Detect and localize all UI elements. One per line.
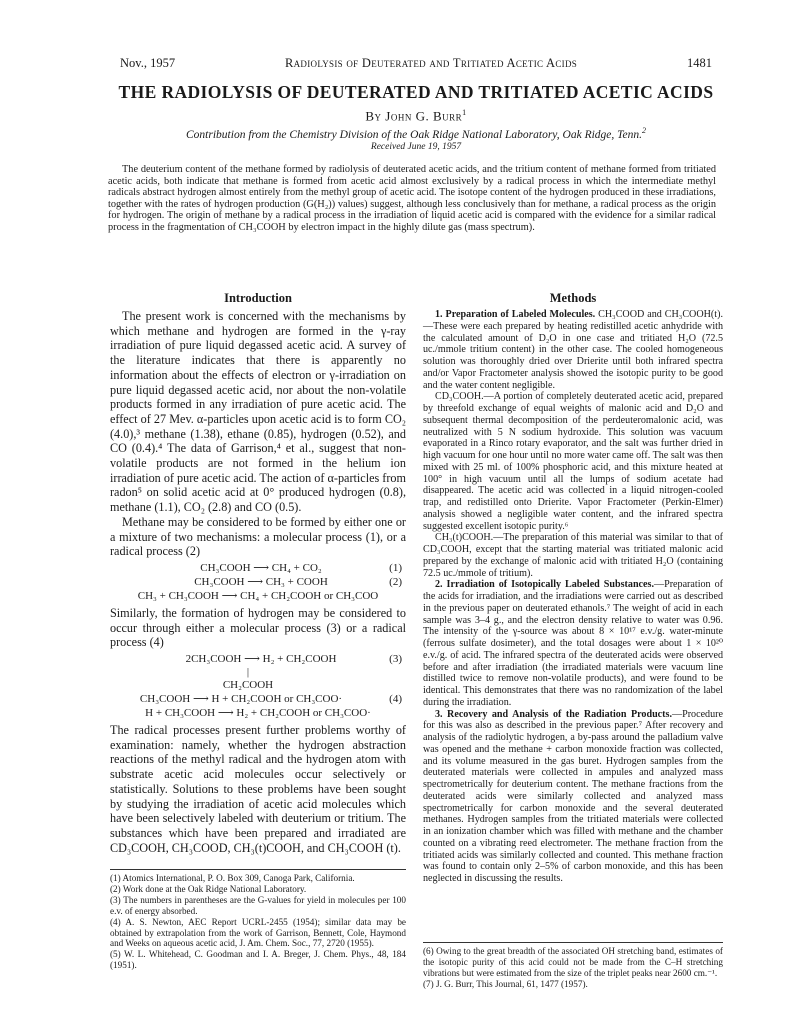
running-head	[120, 56, 712, 72]
methods-paragraph-5	[423, 709, 723, 885]
abstract-text: The deuterium content of the methane formed by radiolysis of deuterated acetic acids, and the tritium content of methane formed from tritiated acetic acids, both indicate that methane is formed from acetic acid almost exclusively by a radical process in which the intermediate methyl radicals abstract hydrogen almost entirely from the methyl group of acetic acid. The isotope content of the hydrogen produced in these irradiations, together with the rates of hydrogen production (G(H₂)) values) suggest, although less conclusively than for methane, a radical process as the origin for hydrogen. The origin of methane by a radical process in the irradiation of liquid acetic acid is compared with the evidence for a similar radical process in the fragmentation of CH₃COOH by electron impact in the highly dilute gas (mass spectrum).	[108, 164, 716, 233]
footnote-4: (4) A. S. Newton, AEC Report UCRL-2455 (1954); similar data may be obtained by extrapolation from the work of Garrison, Bennett, Cole, Haymond and Weeks on aqueous acetic acid, J. Am. Chem. Soc., 77, 2720 (1955).	[110, 916, 406, 949]
methods-paragraph-1	[423, 309, 723, 391]
footnote-7: (7) J. G. Burr, This Journal, 61, 1477 (1957).	[423, 978, 588, 989]
intro-paragraph-3: Similarly, the formation of hydrogen may be considered to occur through either a molecular process (3) or a radical process (4)	[110, 605, 406, 650]
author-footnote-mark: 1	[462, 108, 467, 117]
page-number: 1481	[687, 56, 712, 70]
equation-2a-expression: CH₃COOH ⟶ CH₃ + COOH	[194, 575, 328, 588]
affiliation	[100, 126, 732, 141]
author-line	[100, 108, 732, 124]
equation-4a-expression: CH₃COOH ⟶ H + CH₂COOH or CH₃COO·	[139, 693, 343, 706]
intro-paragraph-1: The present work is concerned with the mechanisms by which methane and hydrogen are formed in the γ-ray irradiation of pure liquid degassed acetic acid. A survey of the literature indicates that there is apparently no information about the effects of electron or γ-irradiation on pure liquid degassed acetic acid, nor about the non-volatile products formed in any irradiation of pure acetic acid. The effect of 27 Mev. α-particles upon acetic acid is to form CO₂ (4.0),³ methane (1.38), ethane (0.85), hydrogen (0.52), and CO (0.4).⁴ The data of Garrison,⁴ et al., suggest that non-volatile products are not formed in the helium ion irradiation of pure acetic acid. The action of α-particles from radon⁵ on solid acetic acid at 0° produced hydrogen (0.8), methane (1.1), CO₂ (2.8) and CO (0.5).	[110, 309, 406, 515]
footnote-rule-right	[423, 942, 723, 943]
footnote-2: (2) Work done at the Oak Ridge National Laboratory.	[110, 883, 307, 894]
equation-2b-expression: CH₃ + CH₃COOH ⟶ CH₄ + CH₂COOH or CH₃COO	[137, 589, 379, 602]
equation-3-subscript: CH₂COOH	[222, 679, 274, 692]
footnote-1: (1) Atomics International, P. O. Box 309, Canoga Park, California.	[110, 873, 355, 883]
equation-4b-expression: H + CH₃COOH ⟶ H₂ + CH₂COOH or CH₃COO·	[145, 707, 371, 720]
equation-2b	[110, 589, 406, 603]
equation-3-expression: 2CH₃COOH ⟶ H₂ + CH₂COOH	[185, 653, 337, 666]
methods-paragraph-2: CD₃COOH.—A portion of completely deuterated acetic acid, prepared by threefold exchange of equal weights of malonic acid and D₂O and subsequent thermal decomposition of the perdeuteromalonic acid, was neutralized with 5 N sodium hydroxide. This solution was vacuum evaporated in a Rinco rotary evaporator, and the salt was further dried in high vacuum for one hour until no more water came off. The salt was then mixed with 25 ml. of 100% phosphoric acid, and this mixture heated at 100° in high vacuum until all the lumps of sodium acetate had disappeared. The acetic acid was collected in a liquid nitrogen-cooled trap, and redistilled onto Drierite. Vapor Fractometer (Perkin-Elmer) analysis showed a negligible water content, and the infrared spectra suggested excellent isotopic purity.⁶	[423, 391, 723, 532]
methods-paragraph-3: CH₃(t)COOH.—The preparation of this material was similar to that of CD₃COOH, except that the starting material was tritiated malonic acid prepared by the exchange of malonic acid with tritiated H₂O (containing 72.5 uc./mmole of tritium).	[423, 532, 723, 579]
footnotes-right	[423, 946, 723, 990]
footnote-5: (5) W. L. Whitehead, C. Goodman and I. A. Breger, J. Chem. Phys., 48, 184 (1951).	[110, 949, 406, 971]
equation-1	[110, 561, 406, 575]
equation-3-number: (3)	[389, 653, 402, 666]
equation-group-methane	[110, 561, 406, 603]
abstract	[108, 164, 716, 234]
methods-section-2-heading: 2. Irradiation of Isotopically Labeled Substances.	[435, 579, 654, 591]
equation-4-number: (4)	[389, 693, 402, 706]
intro-paragraph-4: The radical processes present further problems worthy of examination: namely, whether the hydrogen abstraction reactions of the methyl radical and the hydrogen atom with substrate acetic acid molecules occur selectively or statistically. Solutions to these problems have been sought by studying the irradiation of acetic acid molecules which have been selectively labeled with deuterium or tritium. The substances which have been prepared and irradiated are CD₃COOH, CH₃COOD, CH₃(t)COOH, and CH₃COOH (t).	[110, 723, 406, 855]
intro-paragraph-2: Methane may be considered to be formed by either one or a mixture of two mechanisms: a molecular process (1), or a radical process (2)	[110, 514, 406, 559]
equation-4a	[110, 692, 406, 706]
affiliation-text: Contribution from the Chemistry Division of the Oak Ridge National Laboratory, Oak Ridge, Tenn.	[186, 128, 642, 141]
methods-heading: Methods	[549, 291, 597, 305]
author-name: By John G. Burr	[365, 108, 463, 124]
footnote-rule-left	[110, 869, 406, 870]
equation-4b	[110, 706, 406, 720]
running-head-title: Radiolysis of Deuterated and Tritiated Acetic Acids	[285, 56, 578, 70]
left-column	[110, 291, 406, 855]
equation-3	[110, 652, 406, 666]
equation-1-number: (1)	[389, 561, 402, 574]
received-date: Received June 19, 1957	[370, 142, 462, 152]
equation-group-hydrogen	[110, 652, 406, 720]
footnote-3: (3) The numbers in parentheses are the G-values for yield in molecules per 100 e.v. of energy absorbed.	[110, 894, 406, 916]
equation-2a	[110, 575, 406, 589]
right-column	[423, 291, 723, 885]
article-title: THE RADIOLYSIS OF DEUTERATED AND TRITIATED ACETIC ACIDS	[118, 82, 714, 102]
methods-section-3-heading: 3. Recovery and Analysis of the Radiation Products.	[435, 708, 672, 720]
running-head-date: Nov., 1957	[120, 56, 176, 70]
equation-2-number: (2)	[389, 575, 402, 588]
footnote-6: (6) Owing to the great breadth of the associated OH stretching band, estimates of the isotopic purity of this acid could not be made from the C–H stretching vibrations but were estimated from the size of the triplet peaks near 2600 cm.⁻¹.	[423, 946, 723, 978]
intro-heading: Introduction	[224, 291, 292, 305]
footnotes-left	[110, 873, 406, 971]
methods-paragraph-1-text: CH₃COOD and CH₃COOH(t).—These were each prepared by heating redistilled acetic anhydride with the calculated amount of D₂O in one case and tritiated H₂O (72.5 uc./mmole tritium content) in the other case. The cooled homogeneous solution was thoroughly dried over Drierite until both infrared spectra and/or Vapor Fractometer analysis showed the isotopic purity to be good and the water content negligible.	[423, 309, 723, 391]
affiliation-footnote-mark: 2	[641, 126, 646, 135]
methods-section-1-heading: 1. Preparation of Labeled Molecules.	[435, 309, 596, 320]
methods-paragraph-4-text: —Preparation of the acids for irradiation, and the irradiations were carried out as described in the previous paper on deuterated ethanols.⁷ The weight of acid in each sample was 3–4 g., and the electron density relative to water was 0.96. The intensity of the γ-source was about 8 × 10¹⁷ e.v./g. water-minute (ferrous sulfate dosimeter), and the total dosages were about 1 × 10²⁰ e.v./g. of acid. The infrared spectra of the deuterated acids were observed before and after irradiation (the irradiated materials were vacuum line distilled twice to remove non-volatile products), and were found to be identical. This demonstrates that there was no randomization of the label during the irradiation.	[423, 579, 723, 708]
methods-paragraph-4	[423, 579, 723, 708]
methods-paragraph-5-text: —Procedure for this was also as described in the previous paper.⁷ After recovery and analysis of the radiolytic hydrogen, a by-pass around the palladium valve was opened and the methane + carbon monoxide fraction was collected, and its volume measured in the gas buret. Hydrogen samples from the deuterated materials were collected in ampules and analyzed mass spectrometrically for deuterium content. The methane fractions from the deuterated acids were similarly collected and analyzed mass spectrometrically for carbon monoxide and the several deuterated methanes. Hydrogen samples from the tritiated materials were collected in an ionization chamber which was filled with methane and the chamber counted on a vibrating reed electrometer. The methane fraction from the tritiated acids was similarly collected and counted. This methane fraction was found to contain only 2–5% of carbon monoxide, and this has been neglected in discussing the results.	[423, 708, 723, 884]
equation-3-subscript-bar: |	[246, 666, 250, 679]
equation-1-expression: CH₃COOH ⟶ CH₄ + CO₂	[200, 561, 322, 574]
